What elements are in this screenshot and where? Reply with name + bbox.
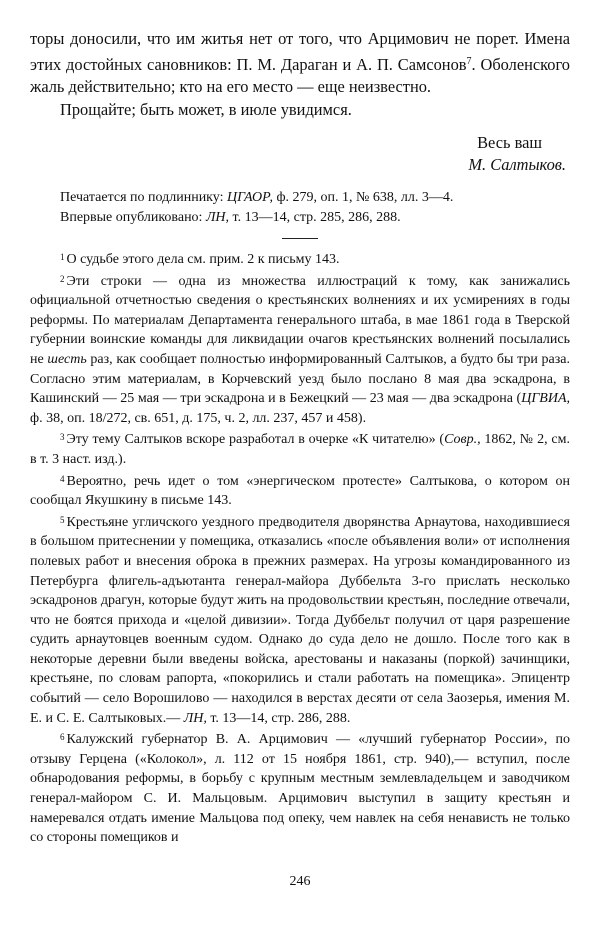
footnote-1: $^1$ О судьбе этого дела см. прим. 2 к письму 143. <box>60 252 340 267</box>
letter-closing <box>30 132 570 176</box>
signature: М. Салтыков. <box>468 155 566 174</box>
footnote-3: $^3$ Эту тему Салтыков вскоре разработал в очерке «К читателю» (Совр., 1862, № 2, см. в т. 3 наст. изд.). <box>30 432 570 467</box>
first-published: Впервые опубликовано: ЛН, т. 13—14, стр. 285, 286, 288. <box>60 209 401 225</box>
closing-line: Весь ваш <box>477 133 542 152</box>
footnotes <box>30 248 570 848</box>
printed-from: Печатается по подлиннику: ЦГАОР, ф. 279, оп. 1, № 638, лл. 3—4. <box>60 190 454 205</box>
letter-paragraph-2: Прощайте; быть может, в июле увидимся. <box>60 99 352 119</box>
footnote-5: $^5$ Крестьяне угличского уездного предводителя дворянства Арнаутова, находившиеся в большом притеснении у помещика, отказались «после объявления воли» от исполнения полевых работ и внесения оброка в прежних размерах. На угрозы командированного из Петербурга флигель-адъютанта генерал-майора Дуббельта 3-го прислать несколько эскадронов драгун, которые будут жить на продовольствии крестьян, последние отвечали, что не боятся прихода и «целой дивизии». Тогда Дуббельт получил от царя разрешение судить арнаутовцев военным судом. Однако до суда дело не дошло. После того как в некоторые деревни были введены войска, арестованы и наказаны (поркой) зачинщики, крестьяне, по словам рапорта, «покорились и стали работать на помещика». Эпицентр событий — село Ворошилово — находился в верстах десяти от села Заозерья, имения М. Е. и С. Е. Салтыковых.— ЛН, т. 13—14, стр. 286, 288. <box>30 514 570 726</box>
page-number: 246 <box>289 874 311 889</box>
source-info <box>30 188 570 227</box>
footnote-ref-7: 7 <box>466 55 472 67</box>
page-content <box>30 28 570 848</box>
footnote-4: $^4$ Вероятно, речь идет о том «энергическом протесте» Салтыкова, о котором он сообщал Якушкину в письме 143. <box>30 473 570 509</box>
letter-paragraph-1: торы доносили, что им житья нет от того, что Арцимович не порет. Имена этих достойных сановников: П. М. Дараган и А. П. Самсонов$^7$. Оболенского жаль действительно; кто на его место — еще неизвестно. <box>30 29 570 96</box>
footnote-6: $^6$ Калужский губернатор В. А. Арцимович — «лучший губернатор России», по отзыву Герцена («Колокол», л. 112 от 15 ноября 1861, стр. 940),— вступил, после обнародования реформы, в борьбу с крупным местным землевладельцем и заводчиком генерал-майором С. И. Мальцовым. Арцимович выступил в защиту крестьян и намеревался отдать имение Мальцова под опеку, чем навлек на себя ненависть не только со стороны помещиков и <box>30 732 570 846</box>
divider <box>282 238 318 239</box>
footnote-2: $^2$ Эти строки — одна из множества иллюстраций к тому, как занижались официальной отчетностью сведения о крестьянских волнениях и их усмирениях в годы реформы. По материалам Департамента генерального штаба, в мае 1861 года в Тверской губернии воинские команды для ликвидации очагов крестьянских волнений посылались не шесть раз, как сообщает полностью информированный Салтыков, а будто бы три раза. Согласно этим материалам, в Корчевский уезд было послано 8 мая два эскадрона, в Кашинский — 25 мая — три эскадрона и в Бежецкий — 23 мая — два эскадрона (ЦГВИА, ф. 38, оп. 18/272, св. 651, д. 175, ч. 2, лл. 237, 457 и 458). <box>30 273 571 426</box>
letter-body <box>30 28 570 121</box>
